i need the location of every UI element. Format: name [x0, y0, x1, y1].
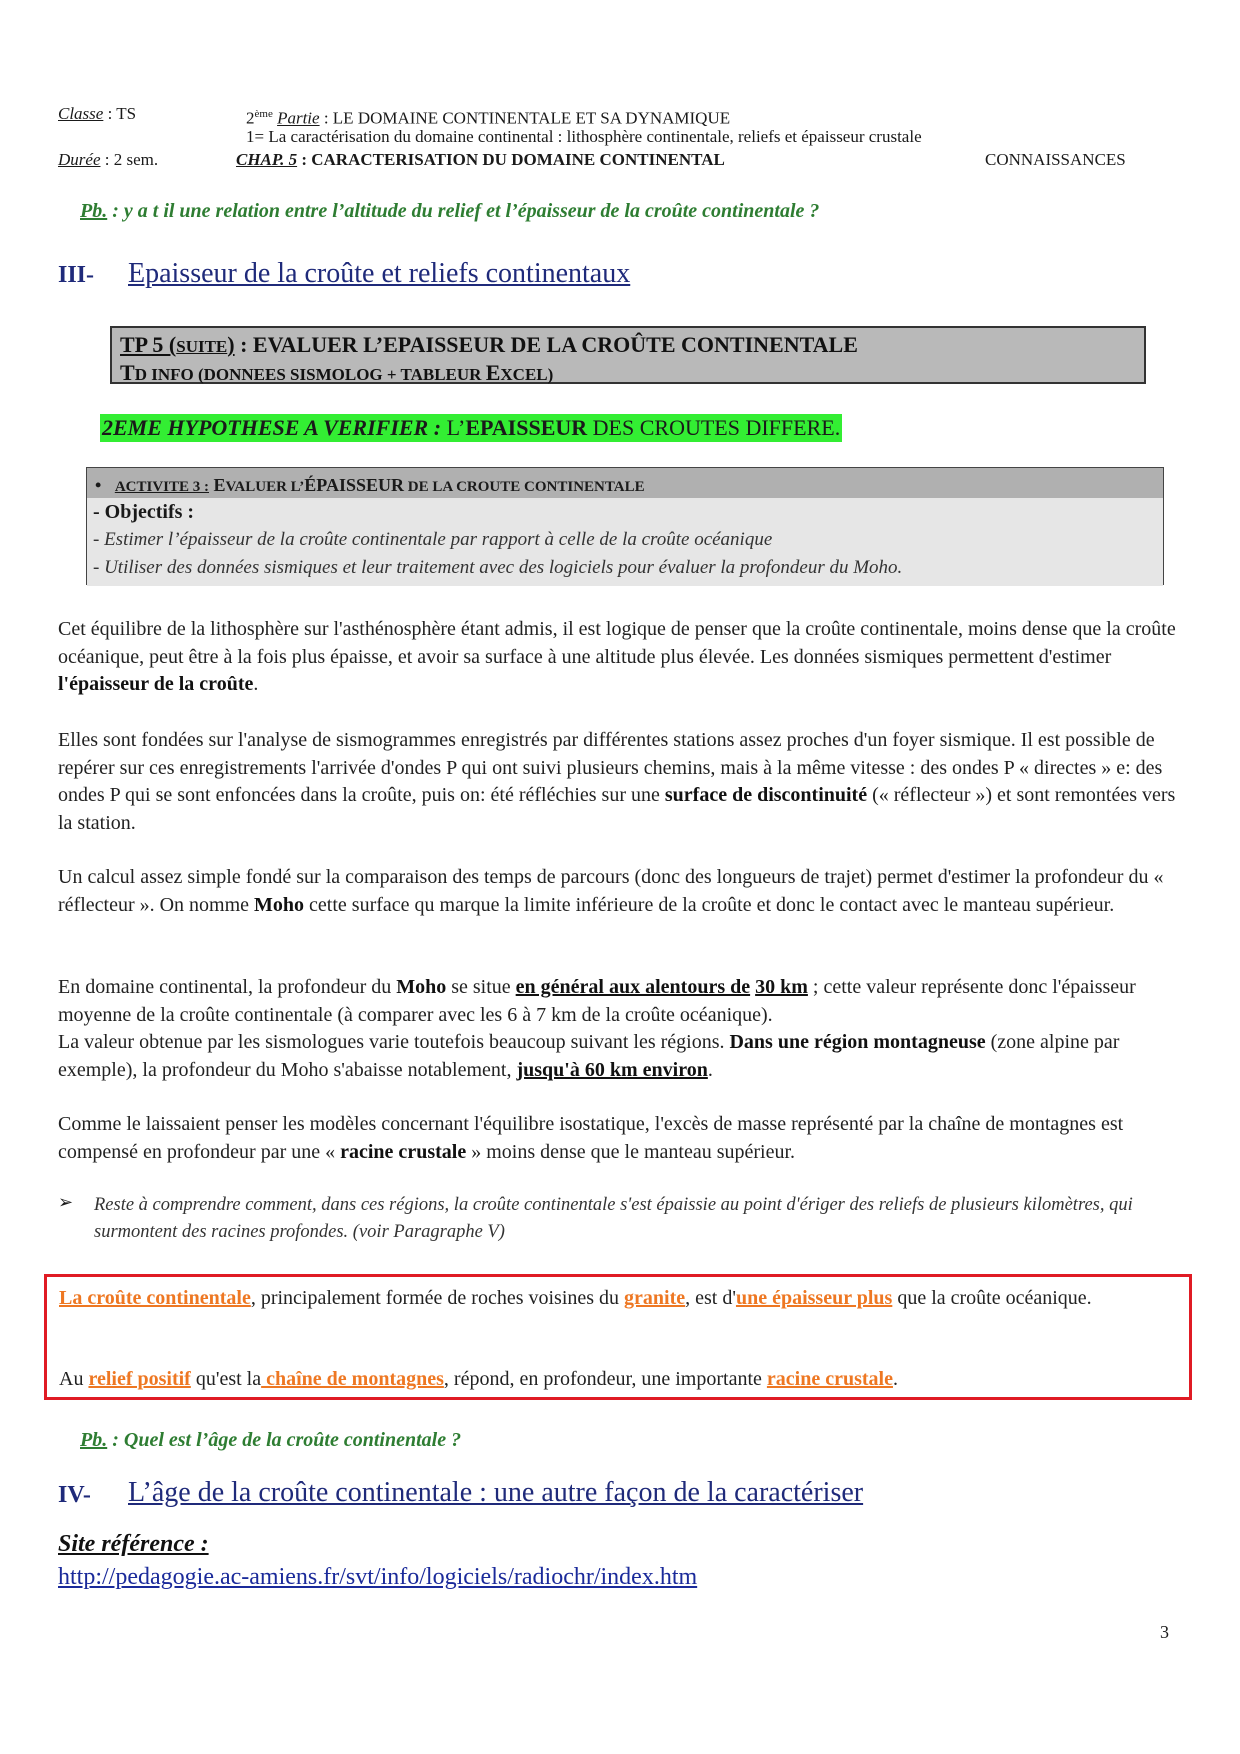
page-number: 3: [1160, 1622, 1169, 1642]
objective-2: - Utiliser des données sismiques et leur traitement avec des logiciels pour évaluer la profondeur du Moho.: [93, 557, 903, 578]
arrow-bullet-icon: ➢: [58, 1192, 74, 1212]
note-text: Reste à comprendre comment, dans ces régions, la croûte continentale s'est épaissie au point d'ériger des reliefs de plusieurs kilomètres, qui surmontent des racines profondes. (voir Paragraphe V): [94, 1195, 1133, 1242]
paragraph-1: Cet équilibre de la lithosphère sur l'asthénosphère étant admis, il est logique de penser que la croûte continentale, moins dense que la croûte océanique, peut être à la fois plus épaisse, et avoir sa surface à une altitude plus élevée. Les données sismiques permettent d'estimer l'épaisseur de la croûte.: [58, 618, 1176, 695]
bullet-icon: •: [95, 475, 102, 495]
header-partie: 2ème Partie : LE DOMAINE CONTINENTALE ET SA DYNAMIQUE: [246, 108, 731, 128]
summary-line-2: Au relief positif qu'est la chaîne de montagnes, répond, en profondeur, une importante racine crustale.: [59, 1368, 898, 1390]
objective-1: - Estimer l’épaisseur de la croûte continentale par rapport à celle de la croûte océanique: [93, 529, 773, 550]
tp-box: [110, 326, 1146, 384]
header-category: CONNAISSANCES: [985, 150, 1126, 169]
tp-box-line-1: TP 5 (SUITE) : EVALUER L’EPAISSEUR DE LA CROÛTE CONTINENTALE: [120, 332, 858, 357]
site-reference-label: Site référence :: [58, 1531, 209, 1557]
header-subtitle: 1= La caractérisation du domaine continental : lithosphère continentale, reliefs et épaisseur crustale: [246, 127, 922, 146]
paragraph-5: La valeur obtenue par les sismologues varie toutefois beaucoup suivant les régions. Dans une région montagneuse (zone alpine par exemple), la profondeur du Moho s'abaisse notablement, jusqu'à 60 km environ.: [58, 1031, 1120, 1081]
problem-question-1: Pb. : y a t il une relation entre l’altitude du relief et l’épaisseur de la croûte continentale ?: [80, 200, 820, 222]
activity-title: • ACTIVITE 3 : EVALUER L’ÉPAISSEUR DE LA CROUTE CONTINENTALE: [87, 468, 1163, 498]
paragraph-2: Elles sont fondées sur l'analyse de sismogrammes enregistrés par différentes stations assez proches d'un foyer sismique. Il est possible de repérer sur ces enregistrements l'arrivée d'ondes P qui ont suivi plusieurs chemins, mais à la même vitesse : des ondes P « directes » e: des ondes P qui se sont enfoncées dans la croûte, puis on: été réfléchies sur une surface de discontinuité (« réflecteur ») et sont remontées vers la station.: [58, 729, 1176, 834]
header-chapter: CHAP. 5 : CARACTERISATION DU DOMAINE CONTINENTAL: [236, 150, 725, 169]
section-4-heading: IV-: [58, 1482, 91, 1508]
problem-question-2: Pb. : Quel est l’âge de la croûte continentale ?: [80, 1429, 462, 1451]
tp-box-line-2: TD INFO (DONNEES SISMOLOG + TABLEUR EXCEL): [120, 360, 554, 385]
section-4-title: L’âge de la croûte continentale : une autre façon de la caractériser: [128, 1477, 864, 1508]
paragraph-4: En domaine continental, la profondeur du Moho se situe en général aux alentours de 30 km ; cette valeur représente donc l'épaisseur moyenne de la croûte continentale (à comparer avec les 6 à 7 km de la croûte océanique).: [58, 976, 1136, 1026]
section-3-title: Epaisseur de la croûte et reliefs continentaux: [128, 258, 631, 289]
section-3-heading: III-: [58, 262, 95, 288]
summary-box: [44, 1274, 1192, 1400]
paragraph-6: Comme le laissaient penser les modèles concernant l'équilibre isostatique, l'excès de masse représenté par la chaîne de montagnes est compensé en profondeur par une « racine crustale » moins dense que le manteau supérieur.: [58, 1113, 1124, 1163]
site-reference-link[interactable]: http://pedagogie.ac-amiens.fr/svt/info/logiciels/radiochr/index.htm: [58, 1564, 698, 1590]
header-duree: Durée : 2 sem.: [58, 150, 159, 169]
hypothesis-banner: 2EME HYPOTHESE A VERIFIER : L’EPAISSEUR DES CROUTES DIFFERE.: [102, 415, 841, 440]
summary-line-1: La croûte continentale, principalement formée de roches voisines du granite, est d'une épaisseur plus que la croûte océanique.: [59, 1287, 1092, 1309]
activity-box: [86, 467, 1164, 585]
activity-objectives: - Objectifs : - Estimer l’épaisseur de la croûte continentale par rapport à celle de la croûte océanique - Utiliser des données sismiques et leur traitement avec des logiciels pour évaluer la profondeur du Moho.: [87, 498, 1163, 586]
paragraph-3: Un calcul assez simple fondé sur la comparaison des temps de parcours (donc des longueurs de trajet) permet d'estimer la profondeur du « réflecteur ». On nomme Moho cette surface qu marque la limite inférieure de la croûte et donc le contact avec le manteau supérieur.: [58, 866, 1164, 916]
header-classe: Classe : TS: [58, 104, 137, 123]
